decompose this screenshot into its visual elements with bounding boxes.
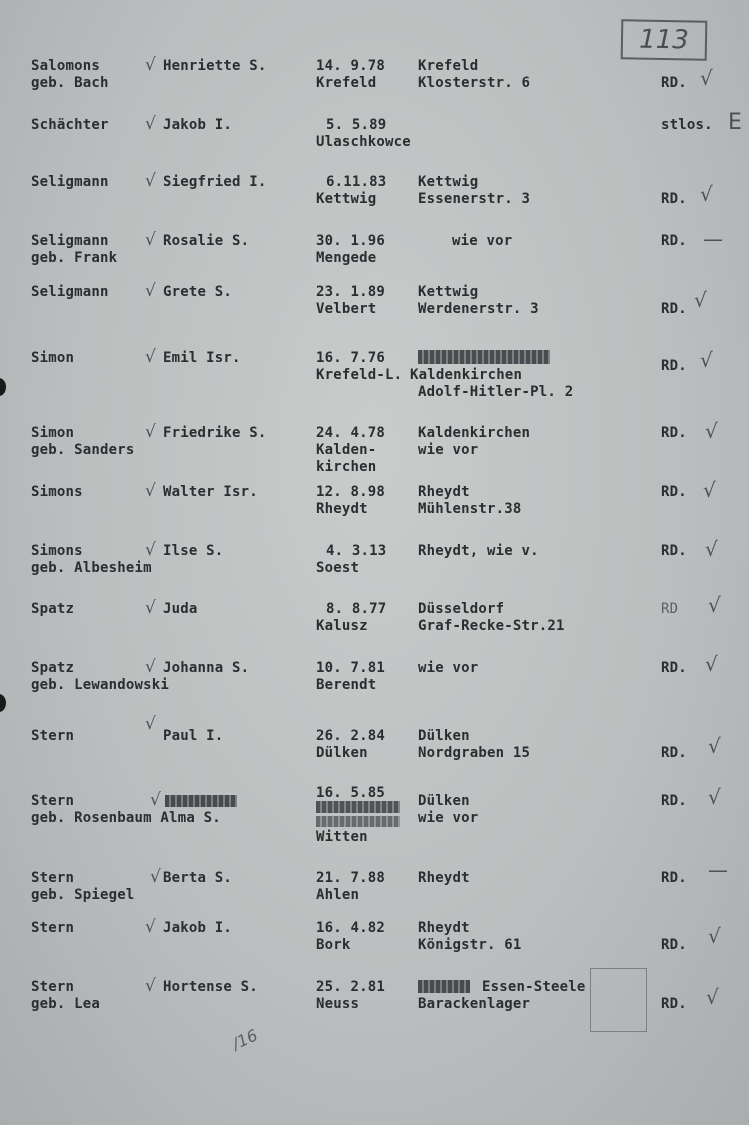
address-box-outline — [590, 968, 647, 1032]
check-mark-icon: √ — [145, 230, 156, 250]
status-code: RD. — [661, 937, 687, 953]
struck-text — [316, 816, 400, 827]
status-code: stlos. — [661, 117, 713, 133]
maiden-name: geb. Bach — [31, 75, 109, 91]
check-mark-icon: √ — [700, 348, 713, 372]
check-mark-icon: √ — [145, 657, 156, 677]
status-code: RD — [661, 601, 679, 617]
address-line-1: Kettwig — [418, 174, 479, 190]
struck-text — [316, 801, 400, 813]
surname: Salomons — [31, 58, 101, 74]
check-mark-icon: √ — [150, 790, 161, 810]
address-line-1: Kaldenkirchen — [410, 367, 523, 383]
birth-date: 26. 2.84 — [316, 728, 386, 744]
check-mark-icon: √ — [708, 924, 721, 948]
birth-place: Velbert — [316, 301, 377, 317]
status-code: RD. — [661, 233, 687, 249]
check-mark-icon: √ — [145, 55, 156, 75]
birth-place: Witten — [316, 829, 368, 845]
surname: Simon — [31, 350, 75, 366]
address-line-1: Rheydt — [418, 870, 470, 886]
address-line-1: Düsseldorf — [418, 601, 505, 617]
birth-date: 16. 7.76 — [316, 350, 386, 366]
struck-text — [418, 980, 470, 993]
address-line-1: Krefeld — [418, 58, 479, 74]
maiden-name: geb. Frank — [31, 250, 118, 266]
check-mark-icon: √ — [694, 288, 707, 312]
surname: Seligmann — [31, 233, 109, 249]
address-line-2: Werdenerstr. 3 — [418, 301, 539, 317]
given-name: Ilse S. — [163, 543, 224, 559]
birth-date: 4. 3.13 — [326, 543, 387, 559]
check-mark-icon: √ — [700, 182, 713, 206]
punch-hole — [0, 378, 6, 396]
surname: Stern — [31, 920, 75, 936]
check-mark-icon: √ — [145, 540, 156, 560]
check-mark-icon: √ — [145, 481, 156, 501]
maiden-name: geb. Albesheim — [31, 560, 152, 576]
birth-date: 6.11.83 — [326, 174, 387, 190]
birth-place: Rheydt — [316, 501, 368, 517]
maiden-name: geb. Lea — [31, 996, 101, 1012]
address-line-2: Nordgraben 15 — [418, 745, 531, 761]
birth-place: Kettwig — [316, 191, 377, 207]
footer-handwritten-mark: /16 — [229, 1025, 261, 1054]
surname: Seligmann — [31, 284, 109, 300]
check-mark-icon: √ — [150, 867, 161, 887]
status-code: RD. — [661, 996, 687, 1012]
birth-date: 14. 9.78 — [316, 58, 386, 74]
address-line-2: Graf-Recke-Str.21 — [418, 618, 565, 634]
status-code: RD. — [661, 75, 687, 91]
surname: Simons — [31, 543, 83, 559]
address-line-2: Barackenlager — [418, 996, 531, 1012]
address-line-1: Dülken — [418, 728, 470, 744]
birth-place-continued: kirchen — [316, 459, 377, 475]
birth-place: Soest — [316, 560, 360, 576]
status-code: RD. — [661, 484, 687, 500]
address-line-2: wie vor — [418, 442, 479, 458]
address-line-1: Rheydt — [418, 920, 470, 936]
struck-text — [418, 350, 550, 364]
birth-date: 21. 7.88 — [316, 870, 386, 886]
address-line-1: wie vor — [418, 660, 479, 676]
check-mark-icon: √ — [708, 785, 721, 809]
check-mark-icon: √ — [145, 917, 156, 937]
check-mark-icon: √ — [706, 985, 719, 1009]
address-line-2: Essenerstr. 3 — [418, 191, 531, 207]
given-name: Berta S. — [163, 870, 233, 886]
address-line-2: wie vor — [418, 810, 479, 826]
given-name: Siegfried I. — [163, 174, 267, 190]
address-line-1: Rheydt, wie v. — [418, 543, 539, 559]
check-mark-icon: √ — [145, 714, 156, 734]
check-mark-icon: √ — [705, 537, 718, 561]
birth-date: 16. 5.85 — [316, 785, 386, 801]
surname: Seligmann — [31, 174, 109, 190]
given-name: Paul I. — [163, 728, 224, 744]
birth-date: 25. 2.81 — [316, 979, 386, 995]
surname: Simon — [31, 425, 75, 441]
e-mark-icon: E — [728, 110, 742, 135]
address-line-2: Königstr. 61 — [418, 937, 522, 953]
address-line-2: Klosterstr. 6 — [418, 75, 531, 91]
birth-place: Neuss — [316, 996, 360, 1012]
status-code: RD. — [661, 358, 687, 374]
check-mark-icon: √ — [145, 171, 156, 191]
birth-place: Ahlen — [316, 887, 360, 903]
birth-place: Dülken — [316, 745, 368, 761]
check-mark-icon: √ — [145, 598, 156, 618]
birth-place: Krefeld — [316, 75, 377, 91]
status-code: RD. — [661, 191, 687, 207]
check-mark-icon: √ — [145, 347, 156, 367]
status-code: RD. — [661, 660, 687, 676]
maiden-name: geb. Lewandowski — [31, 677, 170, 693]
dash-mark-icon: — — [708, 858, 728, 882]
maiden-name: geb. Rosenbaum Alma S. — [31, 810, 221, 826]
given-name: Johanna S. — [163, 660, 250, 676]
status-code: RD. — [661, 543, 687, 559]
birth-place: Kalden- — [316, 442, 377, 458]
punch-hole — [0, 694, 6, 712]
maiden-name: geb. Sanders — [31, 442, 135, 458]
given-name: Grete S. — [163, 284, 233, 300]
given-name: Rosalie S. — [163, 233, 250, 249]
surname: Spatz — [31, 601, 75, 617]
address-line-2: Mühlenstr.38 — [418, 501, 522, 517]
birth-place: Mengede — [316, 250, 377, 266]
birth-date: 23. 1.89 — [316, 284, 386, 300]
check-mark-icon: √ — [700, 66, 713, 90]
birth-date: 10. 7.81 — [316, 660, 386, 676]
birth-date: 5. 5.89 — [326, 117, 387, 133]
address-line-1: wie vor — [452, 233, 513, 249]
birth-date: 24. 4.78 — [316, 425, 386, 441]
status-code: RD. — [661, 793, 687, 809]
status-code: RD. — [661, 301, 687, 317]
surname: Simons — [31, 484, 83, 500]
address-line-1: Essen-Steele — [482, 979, 586, 995]
given-name: Friedrike S. — [163, 425, 267, 441]
birth-date: 12. 8.98 — [316, 484, 386, 500]
given-name: Juda — [163, 601, 198, 617]
check-mark-icon: √ — [145, 976, 156, 996]
address-line-2: Adolf-Hitler-Pl. 2 — [418, 384, 574, 400]
check-mark-icon: √ — [145, 114, 156, 134]
birth-date: 30. 1.96 — [316, 233, 386, 249]
maiden-name: geb. Spiegel — [31, 887, 135, 903]
birth-place: Krefeld-L. — [316, 367, 403, 383]
given-name: Jakob I. — [163, 920, 233, 936]
status-code: RD. — [661, 870, 687, 886]
birth-place: Kalusz — [316, 618, 368, 634]
surname: Spatz — [31, 660, 75, 676]
address-line-1: Kettwig — [418, 284, 479, 300]
surname: Stern — [31, 728, 75, 744]
dash-mark-icon: — — [703, 227, 723, 251]
status-code: RD. — [661, 425, 687, 441]
page-number: 113 — [638, 24, 690, 56]
status-code: RD. — [661, 745, 687, 761]
address-line-1: Kaldenkirchen — [418, 425, 531, 441]
birth-place: Ulaschkowce — [316, 134, 411, 150]
check-mark-icon: √ — [145, 281, 156, 301]
given-name: Walter Isr. — [163, 484, 258, 500]
address-line-1: Rheydt — [418, 484, 470, 500]
check-mark-icon: √ — [703, 478, 716, 502]
birth-date: 8. 8.77 — [326, 601, 387, 617]
given-name: Henriette S. — [163, 58, 267, 74]
check-mark-icon: √ — [145, 422, 156, 442]
struck-text — [165, 795, 237, 807]
given-name: Jakob I. — [163, 117, 233, 133]
check-mark-icon: √ — [708, 593, 721, 617]
birth-date: 16. 4.82 — [316, 920, 386, 936]
check-mark-icon: √ — [708, 734, 721, 758]
surname: Schächter — [31, 117, 109, 133]
surname: Stern — [31, 870, 75, 886]
page-number-box — [621, 19, 708, 60]
check-mark-icon: √ — [705, 652, 718, 676]
birth-place: Berendt — [316, 677, 377, 693]
birth-place: Bork — [316, 937, 351, 953]
surname: Stern — [31, 793, 75, 809]
check-mark-icon: √ — [705, 419, 718, 443]
given-name: Hortense S. — [163, 979, 258, 995]
address-line-1: Dülken — [418, 793, 470, 809]
surname: Stern — [31, 979, 75, 995]
given-name: Emil Isr. — [163, 350, 241, 366]
